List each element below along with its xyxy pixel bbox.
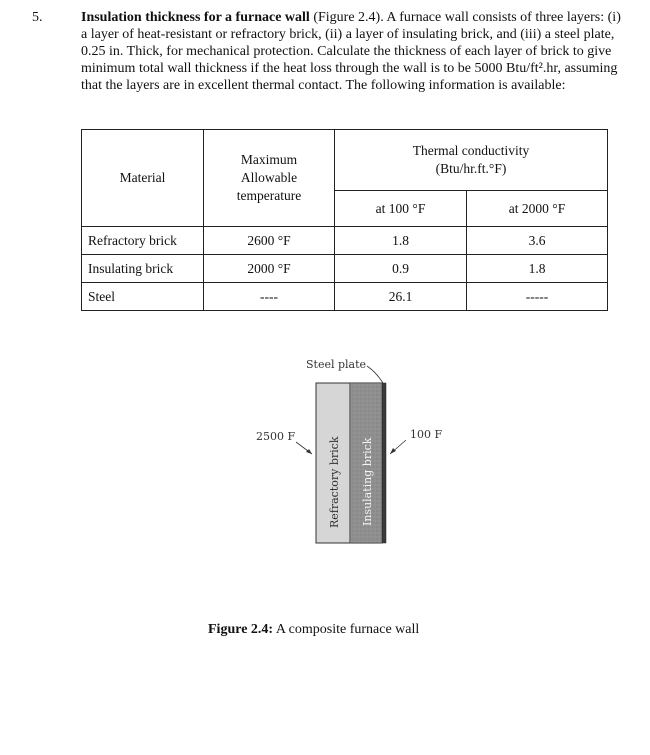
header-thermal-conductivity	[335, 130, 608, 191]
figure-caption	[208, 622, 419, 638]
cell-max-temp: 2000 °F	[204, 255, 335, 283]
table-row	[82, 255, 608, 283]
cell-material: Steel	[82, 283, 204, 311]
cell-material: Insulating brick	[82, 255, 204, 283]
insulating-brick-label: Insulating brick	[361, 437, 374, 526]
refractory-brick-label: Refractory brick	[328, 436, 341, 528]
cell-k-2000: -----	[467, 283, 608, 311]
steel-plate-arrow	[367, 366, 383, 383]
steel-plate-layer	[382, 383, 386, 543]
problem-body: (Figure 2.4). A furnace wall consists of three layers: (i) a layer of heat-resistant or refractory brick, (ii) a layer of insulating brick, and (iii) a steel plate, 0.25 in. Thick, for mechanical protection. Calculate the thickness of each layer of brick to give minimum total wall thickness if the heat loss through the wall is to be 5000 Btu/ft².hr, assuming that the layers are in excellent thermal contact. The following information is available:	[81, 10, 621, 93]
table-row	[82, 283, 608, 311]
steel-plate-label: Steel plate	[306, 358, 367, 371]
cell-k-100: 1.8	[335, 227, 467, 255]
header-max-line-1: Maximum	[240, 152, 298, 167]
composite-wall-figure	[240, 350, 470, 590]
header-tc-line-2: (Btu/hr.ft.°F)	[435, 161, 507, 176]
problem-statement	[81, 9, 621, 94]
table-row	[82, 227, 608, 255]
header-tc-line-1: Thermal conductivity	[412, 143, 530, 158]
figure-caption-number: Figure 2.4:	[208, 622, 274, 637]
cold-side-arrowhead	[390, 448, 396, 454]
header-tc-100f: at 100 °F	[335, 191, 467, 227]
wall-diagram	[240, 350, 470, 590]
cell-material: Refractory brick	[82, 227, 204, 255]
cell-k-100: 26.1	[335, 283, 467, 311]
header-max-line-2: Allowable	[240, 170, 298, 185]
cell-k-2000: 1.8	[467, 255, 608, 283]
header-material: Material	[82, 130, 204, 227]
header-max-temp	[204, 130, 335, 227]
problem-title: Insulation thickness for a furnace wall	[81, 10, 310, 25]
problem-number: 5.	[32, 10, 43, 25]
figure-caption-text: A composite furnace wall	[275, 622, 420, 637]
cell-max-temp: 2600 °F	[204, 227, 335, 255]
header-max-line-3: temperature	[236, 188, 302, 203]
hot-side-temp-label: 2500 F	[256, 430, 296, 443]
cell-k-2000: 3.6	[467, 227, 608, 255]
material-properties-table	[81, 129, 608, 311]
cold-side-temp-label: 100 F	[410, 428, 443, 441]
cell-max-temp: ----	[204, 283, 335, 311]
header-tc-2000f: at 2000 °F	[467, 191, 608, 227]
cell-k-100: 0.9	[335, 255, 467, 283]
